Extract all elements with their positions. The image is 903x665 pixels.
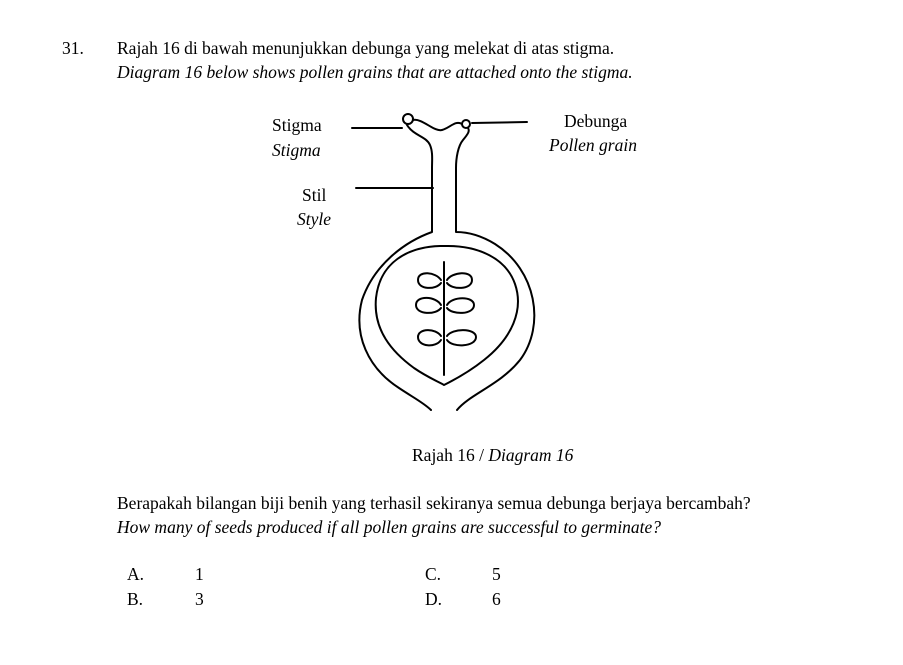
ovule-1-left [418, 273, 441, 288]
label-stigma-english: Stigma [272, 140, 321, 160]
ovule-2-right [447, 298, 474, 313]
pollen-leader-line [472, 122, 527, 123]
question-stem-english: Diagram 16 below shows pollen grains that are attached onto the stigma. [117, 62, 633, 82]
ovule-1-right [447, 273, 472, 288]
option-a-letter[interactable]: A. [127, 564, 145, 584]
label-stigma-malay: Stigma [272, 115, 322, 135]
pollen-grain-left [403, 114, 413, 124]
prompt-english: How many of seeds produced if all pollen grains are successful to germinate? [117, 517, 662, 537]
option-a-value[interactable]: 1 [195, 564, 204, 584]
ovule-3-left [418, 330, 441, 345]
option-b-value[interactable]: 3 [195, 589, 204, 609]
question-number: 31. [62, 38, 84, 58]
caption-english: Diagram 16 [488, 445, 574, 465]
pollen-grain-right [462, 120, 470, 128]
stigma-top [413, 120, 462, 130]
pistil-outline [359, 125, 534, 410]
option-c-letter[interactable]: C. [425, 564, 442, 584]
option-d-letter[interactable]: D. [425, 589, 443, 609]
prompt-malay: Berapakah bilangan biji benih yang terhasil sekiranya semua debunga berjaya bercambah? [117, 493, 751, 513]
diagram-caption [412, 447, 573, 465]
ovule-2-left [416, 298, 441, 313]
label-style-malay: Stil [302, 185, 327, 205]
option-c-value[interactable]: 5 [492, 564, 501, 584]
option-b-letter[interactable]: B. [127, 589, 144, 609]
label-style-english: Style [297, 209, 332, 229]
label-pollen-english: Pollen grain [549, 135, 637, 155]
ovule-3-right [447, 330, 476, 345]
option-d-value[interactable]: 6 [492, 589, 501, 609]
question-stem-malay: Rajah 16 di bawah menunjukkan debunga yang melekat di atas stigma. [117, 38, 615, 58]
ovary-inner-wall [376, 246, 518, 385]
caption-malay: Rajah 16 / [412, 445, 484, 465]
label-pollen-malay: Debunga [564, 111, 628, 131]
